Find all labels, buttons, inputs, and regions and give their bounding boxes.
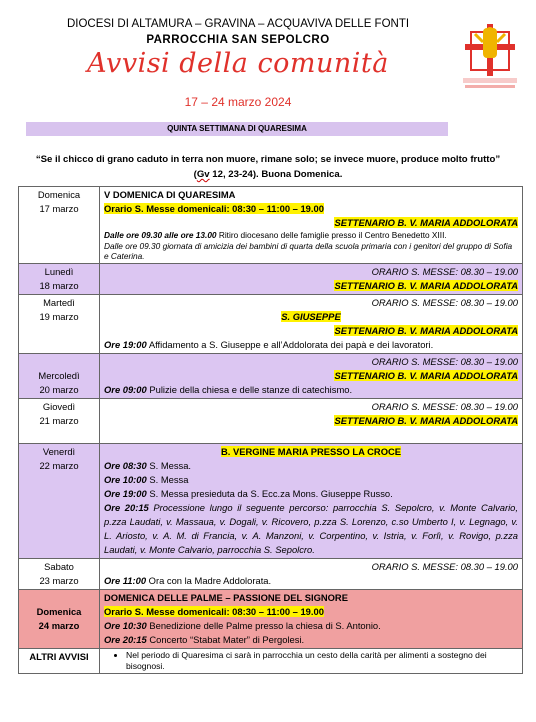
day-name: Sabato [44, 560, 74, 572]
event-time: Ore 20:15 [104, 633, 147, 645]
liturgy-title: V DOMENICA DI QUARESIMA [104, 189, 236, 200]
feast-label: S. GIUSEPPE [281, 310, 341, 322]
day-cell [19, 353, 100, 398]
events-cell [100, 398, 523, 443]
blank-line [104, 428, 518, 442]
day-date: 24 marzo [38, 619, 80, 631]
day-name: Lunedì [44, 265, 74, 277]
events-cell [100, 187, 523, 264]
day-date: 18 marzo [39, 279, 79, 291]
day-name: Giovedì [42, 400, 76, 412]
events-cell [100, 648, 523, 673]
day-cell [19, 187, 100, 264]
row-mercoledi-20 [19, 353, 523, 398]
quote-ref: Gv [196, 169, 210, 180]
row-martedi-19 [19, 294, 523, 353]
parish-name: PARROCCHIA SAN SEPOLCRO [146, 34, 330, 46]
mass-times: Orario S. Messe domenicali: 08:30 – 11:00 – 19.00 [104, 203, 324, 214]
events-cell [100, 263, 523, 294]
event-ora-madre [104, 574, 518, 588]
day-name: Mercoledì [38, 369, 80, 381]
settenario-line [104, 414, 518, 428]
event-affidamento [104, 338, 518, 352]
mass-schedule: ORARIO S. MESSE: 08.30 – 19.00 [371, 400, 518, 412]
event-text: Processione lungo il seguente percorso: parrocchia S. Sepolcro, v. Monte Calvario, p.zza Laudati, v. Massaua, v. Dogali, v. Ricovero, p.zza S. Lorenzo, c.so Umberto I, v. Legnago, v. L. Ariosto, v. A. M. di Francia, v. A. Manzoni, v. Corpentino, v. Istria, v. Forlì, v. Rovigo, p.zza Laudati, v. Monte Calvario, parrocchia S. Sepolcro. [104, 501, 518, 555]
mass-times-line [104, 202, 518, 216]
event-text: Benedizione delle Palme presso la chiesa di S. Antonio. [146, 619, 381, 631]
page-title: Avvisi della comunità [87, 48, 389, 79]
quote-line-2: (Gv 12, 23-24). Buona Domenica. [193, 169, 343, 180]
settenario-line [104, 324, 518, 338]
section-label: ALTRI AVVISI [29, 650, 89, 662]
settenario-label: SETTENARIO B. V. MARIA ADDOLORATA [334, 369, 518, 381]
settenario-label: SETTENARIO B. V. MARIA ADDOLORATA [334, 217, 518, 228]
row-sabato-23 [19, 558, 523, 589]
event-bambini: Dalle ore 09.30 giornata di amicizia dei bambini di quarta della scuola primaria con i genitori del gruppo di Sofia e Caterina. [104, 240, 513, 261]
event-messa-1000 [104, 473, 518, 487]
event-time: Ore 19:00 [104, 487, 147, 499]
event-ritiro [104, 230, 518, 241]
day-cell [19, 443, 100, 558]
mass-schedule: ORARIO S. MESSE: 08.30 – 19.00 [371, 560, 518, 572]
gospel-quote [8, 152, 528, 182]
liturgy-title: DOMENICA DELLE PALME – PASSIONE DEL SIGNORE [104, 591, 348, 603]
event-text: Pulizie della chiesa e delle stanze di catechismo. [146, 383, 353, 395]
day-name: Domenica [36, 605, 82, 617]
day-cell [19, 398, 100, 443]
mass-schedule: ORARIO S. MESSE: 08.30 – 19.00 [371, 355, 518, 367]
event-time: Ore 08:30 [104, 459, 147, 471]
mass-schedule: ORARIO S. MESSE: 08.30 – 19.00 [371, 296, 518, 308]
settenario-line [104, 216, 518, 230]
day-name: Domenica [37, 189, 81, 200]
mass-schedule: ORARIO S. MESSE: 08.30 – 19.00 [371, 265, 518, 277]
event-messa-0830 [104, 459, 518, 473]
day-date: 21 marzo [39, 414, 79, 426]
date-range: 17 – 24 marzo 2024 [184, 95, 292, 109]
settenario-label: SETTENARIO B. V. MARIA ADDOLORATA [334, 414, 518, 426]
day-date: 19 marzo [39, 310, 79, 322]
diocese-header: DIOCESI DI ALTAMURA – GRAVINA – ACQUAVIVA DELLE FONTI [66, 18, 410, 30]
events-cell [100, 443, 523, 558]
schedule-table [18, 186, 523, 674]
event-text: S. Messa. [146, 459, 192, 471]
events-cell [100, 558, 523, 589]
quote-line-1: “Se il chicco di grano caduto in terra non muore, rimane solo; se invece muore, produce molto frutto” [35, 154, 501, 165]
settenario-line [104, 369, 518, 383]
list-item: • Nel periodo di Quaresima ci sarà in parrocchia un cesto della carità per alimenti a sostegno dei bisognosi. [126, 650, 518, 672]
event-time: Ore 20:15 [104, 501, 149, 513]
event-time: Ore 09:00 [104, 383, 147, 395]
row-venerdi-22 [19, 443, 523, 558]
event-text: S. Messa presieduta da S. Ecc.za Mons. Giuseppe Russo. [146, 487, 393, 499]
event-text: Concerto “Stabat Mater” di Pergolesi. [146, 633, 305, 645]
events-cell [100, 353, 523, 398]
day-cell [19, 558, 100, 589]
event-text: S. Messa [146, 473, 189, 485]
feast-line [104, 445, 518, 459]
day-date: 23 marzo [39, 574, 79, 586]
event-time: Ore 10:30 [104, 619, 147, 631]
event-time: Dalle ore 09.30 alle ore 13.00 [104, 230, 217, 240]
day-name: Venerdì [42, 445, 76, 457]
settenario-line [104, 279, 518, 293]
row-lunedi-18 [19, 263, 523, 294]
day-cell [19, 294, 100, 353]
feast-line [104, 310, 518, 324]
day-name: Martedì [43, 296, 75, 308]
day-date: 22 marzo [39, 459, 79, 471]
row-altri-avvisi [19, 648, 523, 673]
row-giovedi-21 [19, 398, 523, 443]
event-time: Ore 19:00 [104, 338, 147, 350]
day-cell [19, 648, 100, 673]
events-cell [100, 294, 523, 353]
avvisi-list [104, 650, 518, 672]
day-cell [19, 263, 100, 294]
event-time: Ore 10:00 [104, 473, 147, 485]
feast-label: B. VERGINE MARIA PRESSO LA CROCE [220, 445, 402, 457]
quote-line-2-text: 12, 23-24). Buona Domenica. [209, 169, 343, 180]
day-date: 20 marzo [39, 383, 79, 395]
mass-times: Orario S. Messe domenicali: 08:30 – 11:00 – 19.00 [104, 605, 324, 617]
event-messa-1900 [104, 487, 518, 501]
event-time: Ore 11:00 [104, 574, 147, 586]
settenario-label: SETTENARIO B. V. MARIA ADDOLORATA [334, 279, 518, 291]
event-text: Ora con la Madre Addolorata. [146, 574, 272, 586]
settenario-label: SETTENARIO B. V. MARIA ADDOLORATA [334, 324, 518, 336]
event-text: Ritiro diocesano delle famiglie presso il Centro Benedetto XIII. [216, 230, 447, 240]
parish-logo [461, 22, 519, 92]
event-processione [104, 501, 518, 557]
event-text: Affidamento a S. Giuseppe e all’Addolorata dei papà e dei lavoratori. [146, 338, 434, 350]
day-date: 17 marzo [39, 203, 79, 214]
event-pulizie [104, 383, 518, 397]
event-concerto [104, 633, 518, 647]
row-domenica-17 [19, 187, 523, 264]
week-banner: QUINTA SETTIMANA DI QUARESIMA [26, 122, 448, 136]
events-cell [100, 589, 523, 648]
day-cell [19, 589, 100, 648]
row-domenica-24 [19, 589, 523, 648]
mass-times-line [104, 605, 518, 619]
event-benedizione [104, 619, 518, 633]
